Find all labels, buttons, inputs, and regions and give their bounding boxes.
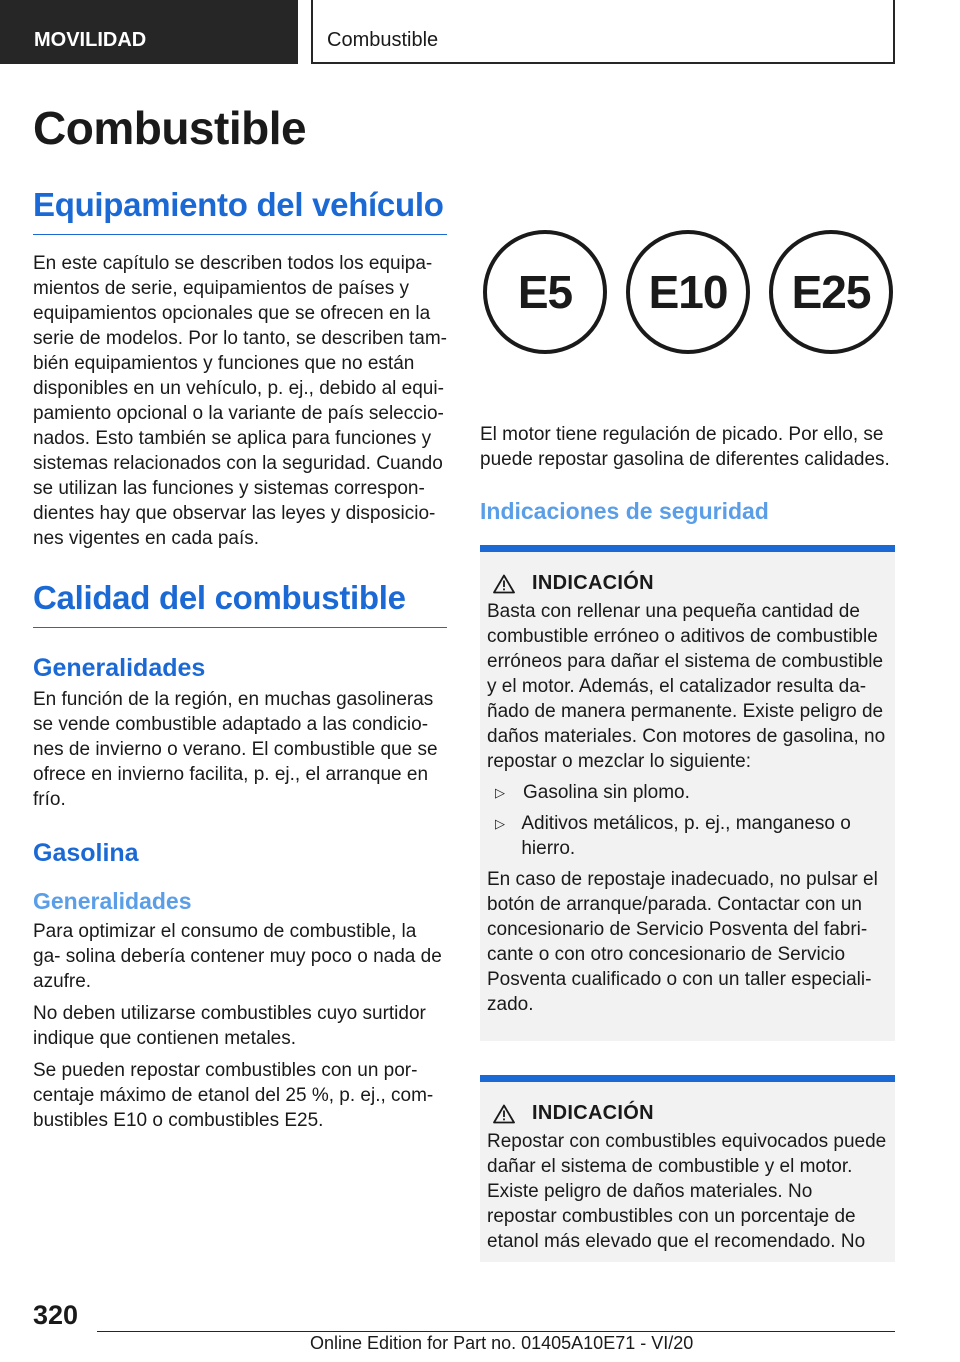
notice-body: Repostar con combustibles equivocados puede dañar el sistema de combustible y el motor. Existe peligro de daños materiales. No repostar combustibles con un porcentaje de etanol más elevado que el recomendado. No	[487, 1131, 887, 1252]
notice-after: En caso de repostaje inadecuado, no pulsar el botón de arranque/parada. Contactar con un concesionario de Servicio Posventa del fabri- cante o con otro concesionario de Servicio Posventa cualificado o con un taller especiali- zado.	[487, 869, 878, 1015]
right-column	[480, 230, 895, 1262]
list-item-text: Aditivos metálicos, p. ej., manganeso o hierro.	[521, 813, 851, 859]
motor-text: El motor tiene regulación de picado. Por ello, se puede repostar gasolina de diferentes calidades.	[480, 424, 890, 470]
left-column	[33, 100, 447, 1133]
notice-body: Basta con rellenar una pequeña cantidad de combustible erróneo o aditivos de combustible erróneos para dañar el sistema de combustible y el motor. Además, el catalizador resulta da- ñado de manera permanente. Existe peligro de daños materiales. Con motores de gasolina, no repostar o mezclar lo siguiente:	[487, 601, 886, 772]
triangle-bullet-icon: ▷	[495, 816, 505, 831]
notice-header	[487, 1102, 887, 1125]
fuel-badge-e25: E25	[769, 230, 893, 354]
page-title: Combustible	[33, 102, 307, 154]
gasolina-p3: Se pueden repostar combustibles con un por- centaje máximo de etanol del 25 %, p. ej., com- bustibles E10 o combustibles E25.	[33, 1060, 434, 1131]
heading-generalidades: Generalidades	[33, 654, 206, 682]
notice-title: INDICACIÓN	[532, 1102, 654, 1124]
triangle-bullet-icon: ▷	[495, 785, 505, 800]
notice-box-2	[480, 1075, 895, 1262]
generalidades-body: En función de la región, en muchas gasolineras se vende combustible adaptado a las condicio- nes de invierno o verano. El combustible que se ofrece en invierno facilita, p. ej., el arranque en frío.	[33, 689, 438, 810]
fuel-badges	[483, 230, 893, 354]
heading-gasolina: Gasolina	[33, 839, 139, 867]
gasolina-p2: No deben utilizarse combustibles cuyo surtidor indique que contienen metales.	[33, 1003, 426, 1049]
list-item-text: Gasolina sin plomo.	[523, 782, 690, 803]
list-item	[487, 811, 887, 861]
footer-edition: Online Edition for Part no. 01405A10E71 - VI/20	[310, 1333, 694, 1353]
equipamiento-body: En este capítulo se describen todos los equipa- mientos de serie, equipamientos de países y equipamientos opcionales que se ofrecen en la serie de modelos. Por lo tanto, se describen tam- bién equipamientos y funciones que no están disponibles en un vehículo, p. ej., debido al equi- pamiento opcional o la variante de país seleccio- nados. Esto también se aplica para funciones y sistemas relacionados con la seguridad. Cuando se utilizan las funciones y sistemas correspon- dientes hay que observar las leyes y disposicio- nes vigentes en cada país.	[33, 253, 447, 549]
list-item	[487, 780, 887, 805]
gasolina-p1: Para optimizar el consumo de combustible, la ga- solina debería contener muy poco o nada de azufre.	[33, 921, 442, 992]
heading-seguridad: Indicaciones de seguridad	[480, 498, 769, 524]
notice-box-1	[480, 545, 895, 1041]
footer-divider	[97, 1331, 895, 1332]
section-tab: MOVILIDAD	[0, 0, 298, 64]
notice-title: INDICACIÓN	[532, 572, 654, 594]
fuel-badge-e10: E10	[626, 230, 750, 354]
heading-equipamiento: Equipamiento del vehículo	[33, 186, 447, 235]
heading-gasolina-generalidades: Generalidades	[33, 888, 192, 914]
page-number: 320	[33, 1300, 79, 1330]
notice-header	[487, 572, 887, 595]
warning-icon	[493, 1104, 515, 1124]
fuel-badge-e5: E5	[483, 230, 607, 354]
chapter-tab: Combustible	[311, 0, 895, 64]
heading-calidad: Calidad del combustible	[33, 579, 447, 628]
warning-icon	[493, 574, 515, 594]
